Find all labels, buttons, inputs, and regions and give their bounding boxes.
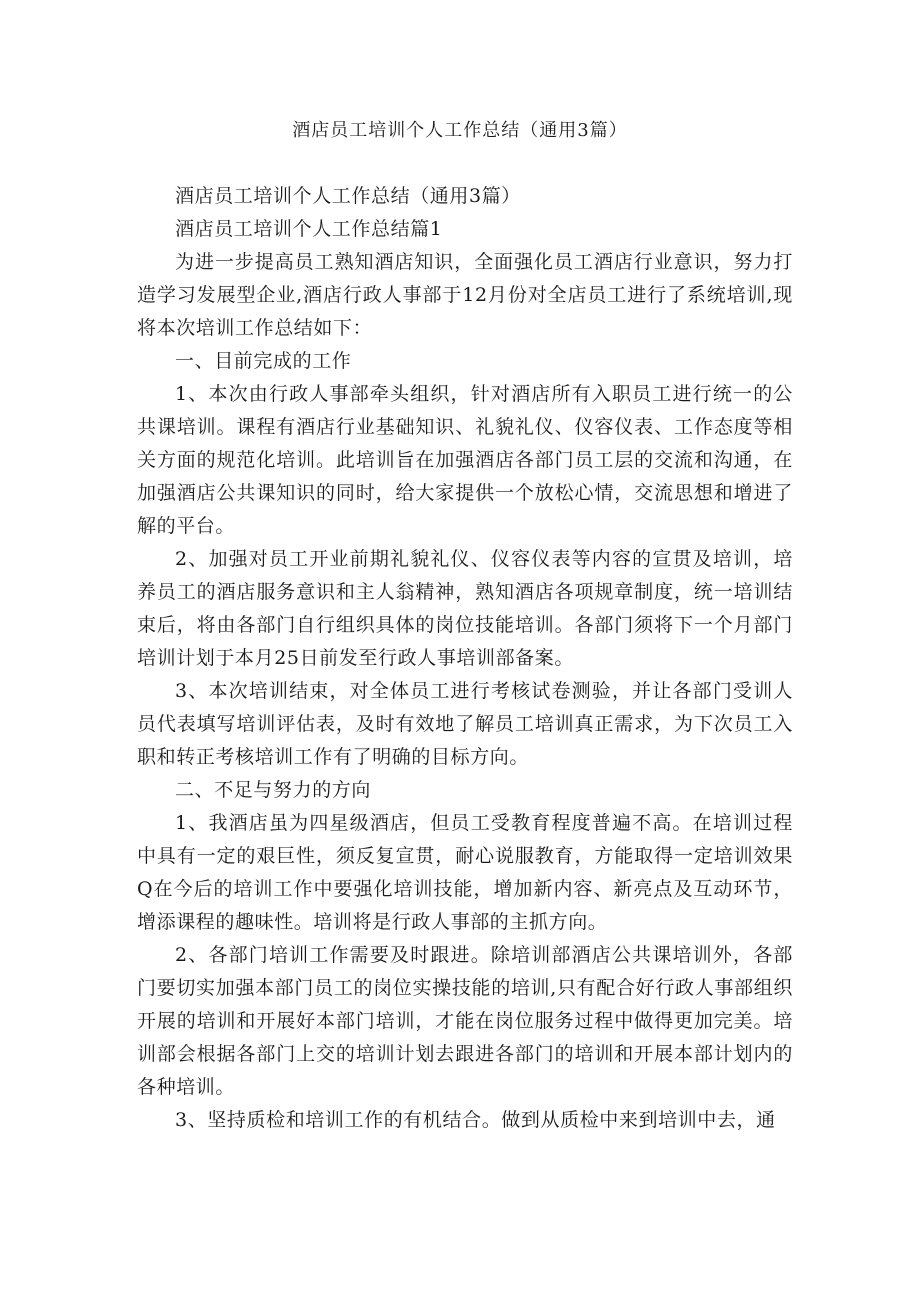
section-title: 酒店员工培训个人工作总结篇1 xyxy=(175,218,443,240)
paragraph-item-2: 2、加强对员工开业前期礼貌礼仪、仪容仪表等内容的宣贯及培训，培养员工的酒店服务意识和主人翁精神，熟知酒店各项规章制度，统一培训结束后，将由各部门自行组织具体的岗位技能培训。各部门须将下一个月部门培训计划于本月25日前发至行政人事培训部备案。 xyxy=(137,548,793,669)
paragraph-item-3: 3、本次培训结束，对全体员工进行考核试卷测验，并让各部门受训人员代表填写培训评估表，及时有效地了解员工培训真正需求，为下次员工入职和转正考核培训工作有了明确的目标方向。 xyxy=(137,680,793,768)
paragraph-shortcoming-1: 1、我酒店虽为四星级酒店，但员工受教育程度普遍不高。在培训过程中具有一定的艰巨性，须反复宣贯，耐心说服教育，方能取得一定培训效果Q在今后的培训工作中要强化培训技能，增加新内容、新亮点及互动环节，增添课程的趣味性。培训将是行政人事部的主抓方向。 xyxy=(137,812,793,933)
paragraph-item-1: 1、本次由行政人事部牵头组织，针对酒店所有入职员工进行统一的公共课培训。课程有酒店行业基础知识、礼貌礼仪、仪容仪表、工作态度等相关方面的规范化培训。此培训旨在加强酒店各部门员工层的交流和沟通，在加强酒店公共课知识的同时，给大家提供一个放松心情，交流思想和增进了解的平台。 xyxy=(137,383,793,537)
document-body xyxy=(137,180,793,1137)
subtitle-line: 酒店员工培训个人工作总结（通用3篇） xyxy=(175,185,521,207)
section-heading-shortcomings: 二、不足与努力的方向 xyxy=(175,779,372,801)
paragraph-shortcoming-2: 2、各部门培训工作需要及时跟进。除培训部酒店公共课培训外，各部门要切实加强本部门员工的岗位实操技能的培训,只有配合好行政人事部组织开展的培训和开展好本部门培训，才能在岗位服务过程中做得更加完美。培训部会根据各部门上交的培训计划去跟进各部门的培训和开展本部计划内的各种培训。 xyxy=(137,944,793,1098)
paragraph-shortcoming-3: 3、坚持质检和培训工作的有机结合。做到从质检中来到培训中去，通 xyxy=(175,1109,776,1131)
intro-paragraph: 为进一步提高员工熟知酒店知识，全面强化员工酒店行业意识，努力打造学习发展型企业,酒店行政人事部于12月份对全店员工进行了系统培训,现将本次培训工作总结如下： xyxy=(137,251,793,339)
document-title: 酒店员工培训个人工作总结（通用3篇） xyxy=(292,120,628,141)
section-heading-completed-work: 一、目前完成的工作 xyxy=(175,350,352,372)
